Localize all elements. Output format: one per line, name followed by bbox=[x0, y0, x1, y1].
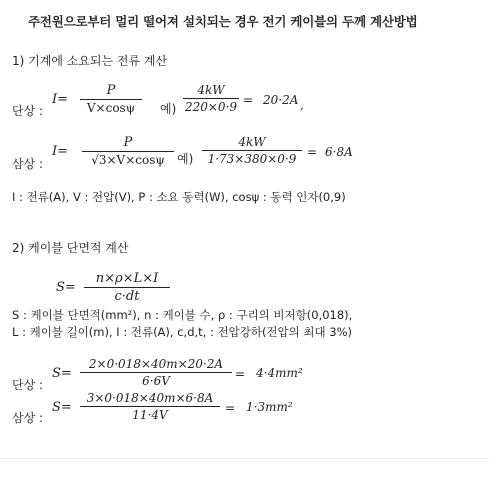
area-lhs: S= bbox=[56, 280, 76, 295]
example-fraction bbox=[202, 135, 302, 166]
formula-numerator: P bbox=[123, 135, 133, 150]
fraction-bar bbox=[84, 287, 170, 288]
calc-equals: = bbox=[235, 367, 246, 381]
area-calc-fraction bbox=[80, 357, 232, 388]
area-lhs: S= bbox=[52, 400, 72, 415]
area-calc-fraction bbox=[80, 391, 220, 422]
section2-heading: 2) 케이블 단면적 계산 bbox=[12, 241, 129, 255]
example-numerator: 4kW bbox=[238, 135, 266, 149]
area-legend-line2: L : 케이블 길이(m), I : 전류(A), c,d,t, : 전압강하(전압의 최대 3%) bbox=[12, 325, 353, 339]
section1-heading: 1) 기계에 소요되는 전류 계산 bbox=[12, 54, 168, 68]
fraction-bar bbox=[202, 150, 302, 151]
bottom-divider bbox=[0, 458, 489, 459]
three-phase-label: 삼상 : bbox=[12, 157, 44, 171]
example-result: 6·8A bbox=[325, 145, 353, 159]
calc-numerator: 2×0·018×40m×20·2A bbox=[88, 357, 224, 371]
current-formula-fraction bbox=[80, 83, 142, 115]
area-lhs: S= bbox=[52, 366, 72, 381]
example-denominator: 220×0·9 bbox=[184, 100, 238, 114]
fraction-bar bbox=[183, 98, 239, 99]
calc-numerator: 3×0·018×40m×6·8A bbox=[86, 391, 214, 405]
formula-denominator: V×cosψ bbox=[86, 101, 136, 115]
formula-denominator: √3×V×cosψ bbox=[91, 153, 165, 167]
formula-numerator: n×ρ×L×I bbox=[95, 271, 159, 286]
trailing-comma: , bbox=[300, 98, 304, 112]
calc-denominator: 11·4V bbox=[132, 408, 168, 422]
formula-numerator: P bbox=[106, 83, 116, 98]
page-title: 주전원으로부터 멀리 떨어져 설치되는 경우 전기 케이블의 두께 계산방법 bbox=[28, 14, 418, 29]
example-result: 20·2A bbox=[263, 93, 299, 107]
example-fraction bbox=[183, 83, 239, 114]
single-phase-label: 단상 : bbox=[12, 104, 44, 118]
fraction-bar bbox=[82, 151, 174, 152]
current-lhs: I= bbox=[52, 144, 69, 159]
calc-result: 4·4mm² bbox=[256, 366, 303, 380]
current-lhs: I= bbox=[52, 92, 69, 107]
calc-equals: = bbox=[225, 401, 236, 415]
current-formula-fraction bbox=[82, 135, 174, 167]
fraction-bar bbox=[80, 99, 142, 100]
example-prefix: 예) bbox=[160, 102, 177, 116]
fraction-bar bbox=[80, 406, 220, 407]
area-legend-line1: S : 케이블 단면적(mm²), n : 케이블 수, ρ : 구리의 비저항(0,018), bbox=[12, 308, 353, 322]
fraction-bar bbox=[80, 372, 232, 373]
example-denominator: 1·73×380×0·9 bbox=[207, 152, 297, 166]
example-equals: = bbox=[243, 93, 254, 107]
area-formula-fraction bbox=[84, 271, 170, 304]
example-prefix: 예) bbox=[177, 152, 194, 166]
example-numerator: 4kW bbox=[197, 83, 225, 97]
calc-result: 1·3mm² bbox=[246, 400, 293, 414]
calc-denominator: 6·6V bbox=[142, 374, 170, 388]
example-equals: = bbox=[307, 145, 318, 159]
formula-denominator: c·dt bbox=[114, 289, 140, 304]
single-phase-label: 단상 : bbox=[12, 378, 44, 392]
variable-legend: I : 전류(A), V : 전압(V), P : 소요 동력(W), cosψ : 동력 인자(0,9) bbox=[12, 190, 346, 204]
three-phase-label: 삼상 : bbox=[12, 411, 44, 425]
